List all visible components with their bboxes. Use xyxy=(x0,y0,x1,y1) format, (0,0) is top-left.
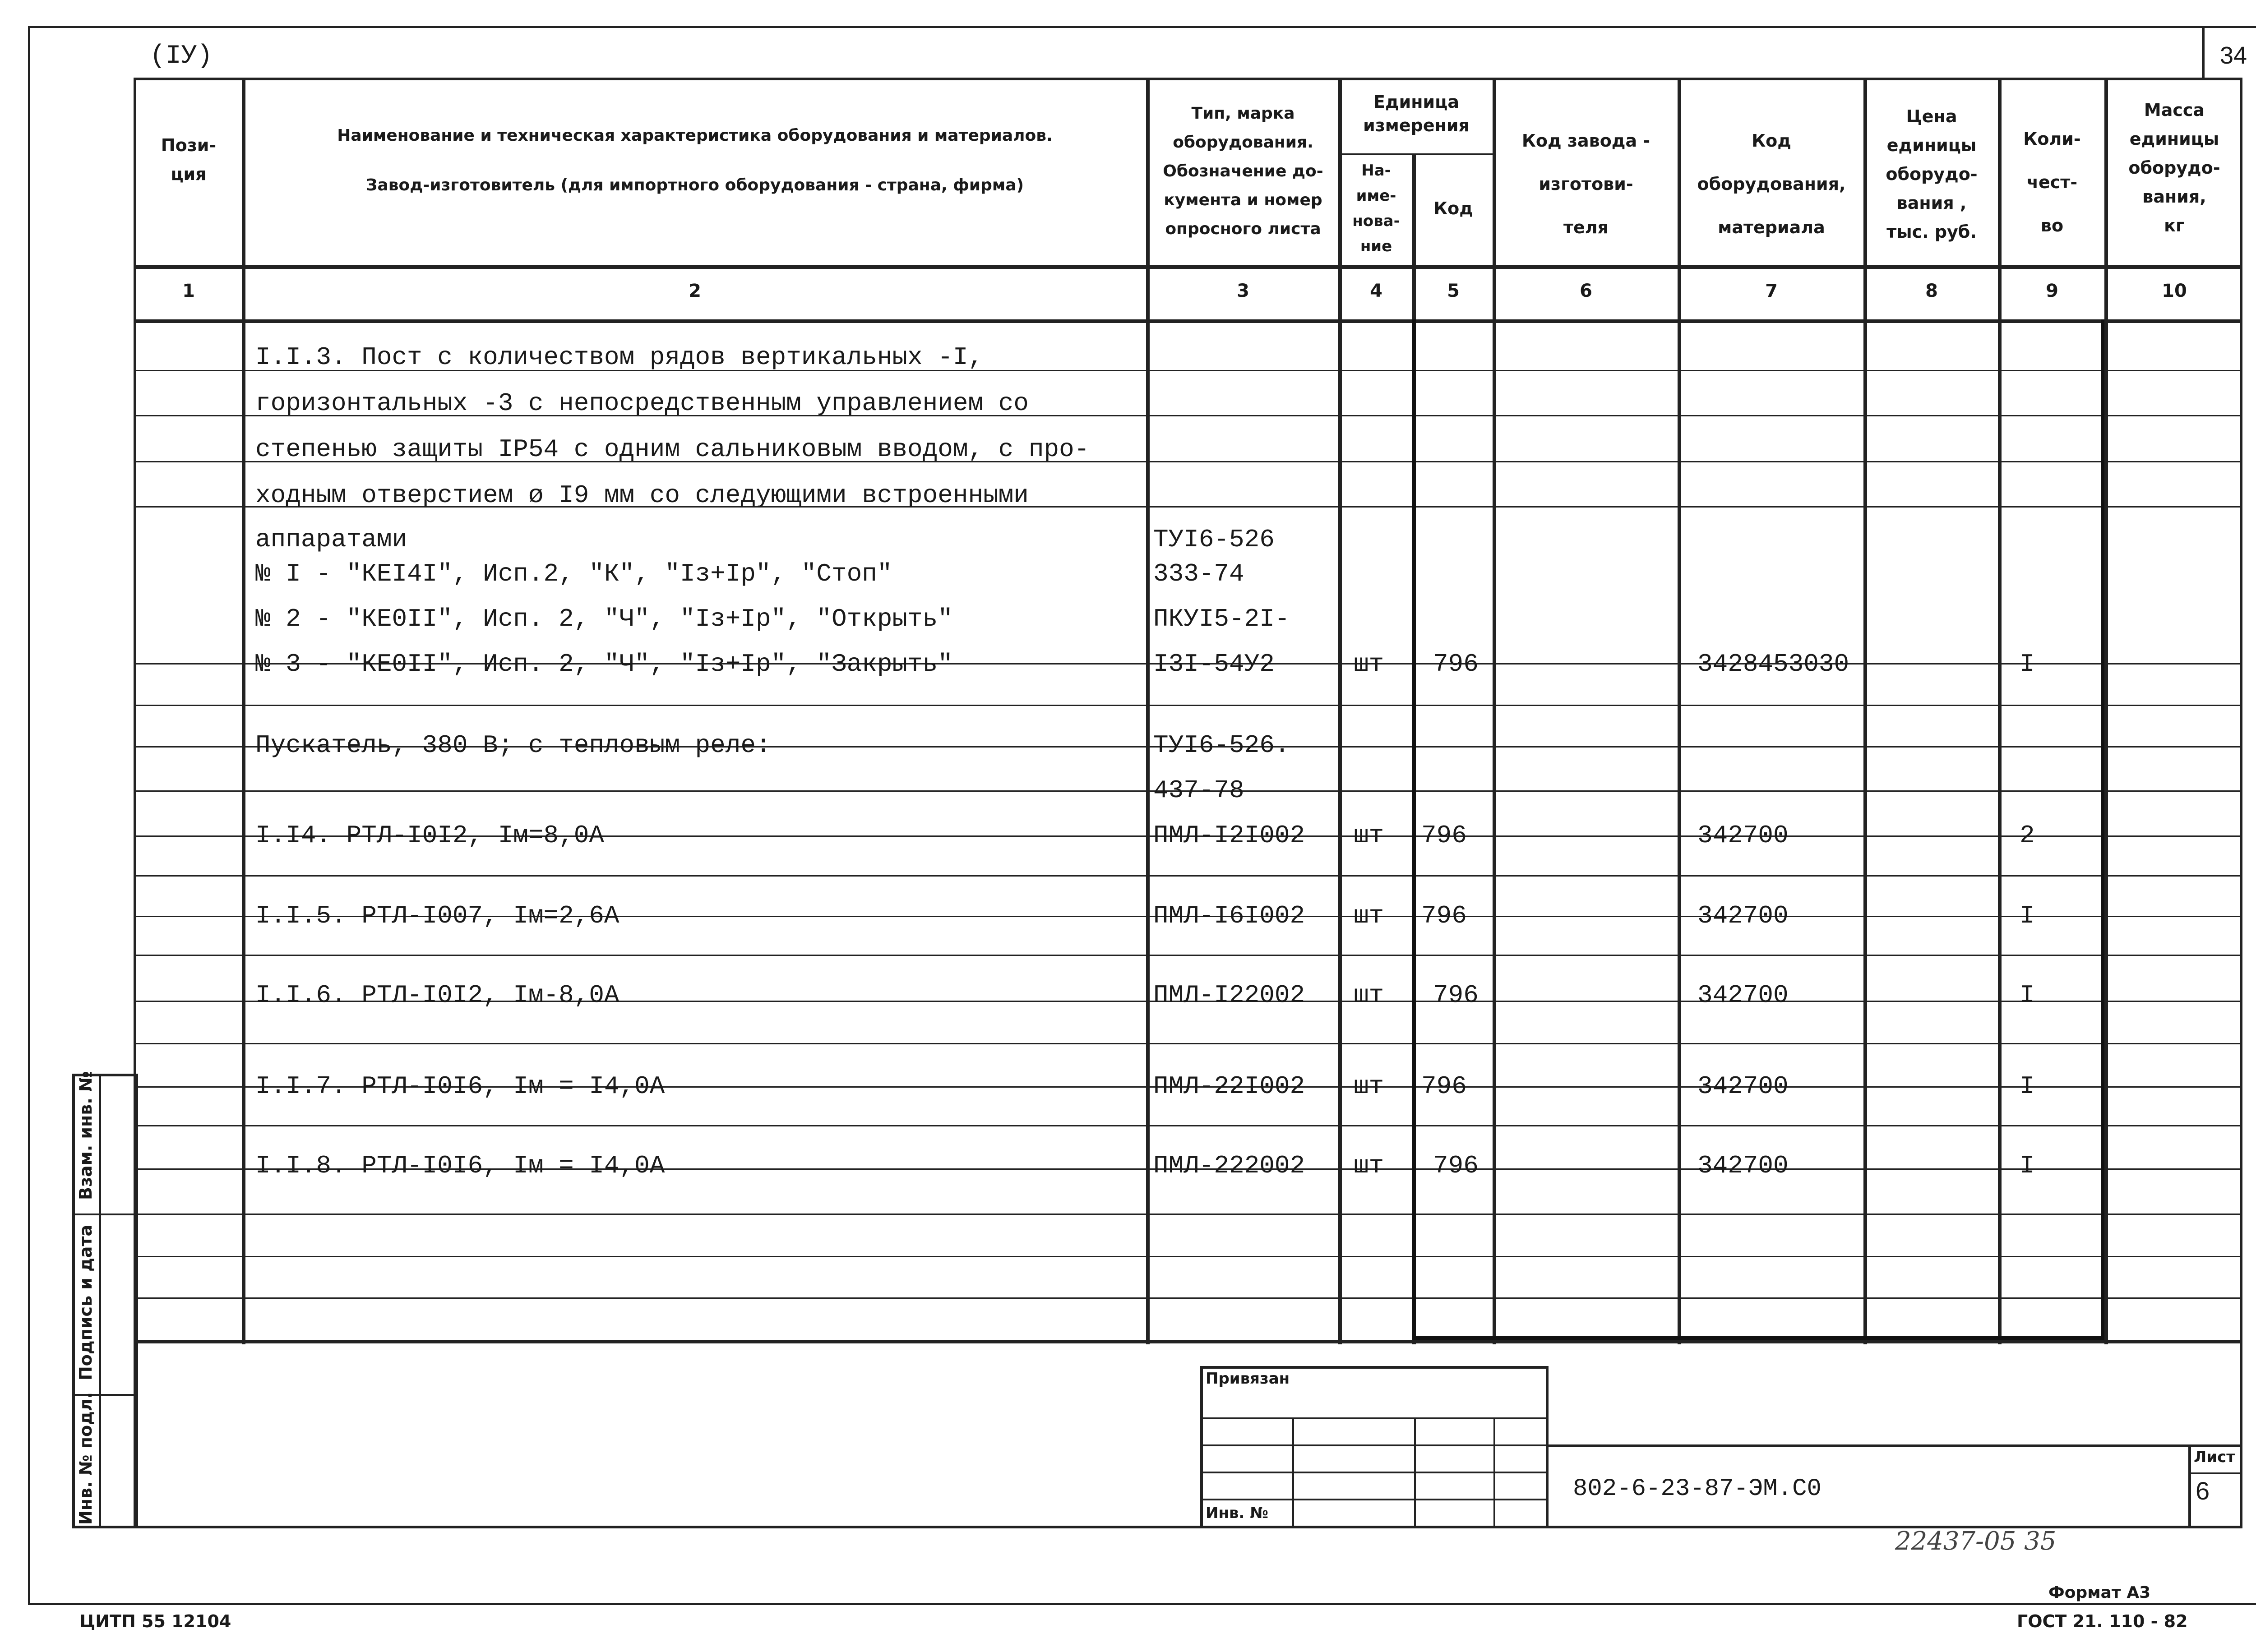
sheet-mark: (IУ) xyxy=(150,42,213,71)
cell-text: I.I.7. РТЛ-I0I6, Iм = I4,0А xyxy=(255,1072,665,1101)
cell-qty: I xyxy=(2020,1072,2035,1101)
cell-mat: 342700 xyxy=(1697,901,1789,930)
cell-doc: ПМЛ-I6I002 xyxy=(1153,901,1305,930)
cell-text: степенью защиты IP54 с одним сальниковым вводом, с про- xyxy=(255,435,1090,464)
cell-doc: ТУI6-526 xyxy=(1153,525,1275,554)
cell-text: I.I.5. РТЛ-I007, Iм=2,6А xyxy=(255,901,619,930)
handwritten-number: 22437-05 35 xyxy=(1895,1527,2057,1556)
sheet-number: 6 xyxy=(2196,1477,2210,1505)
sheet-cell-left xyxy=(2188,1444,2191,1528)
cell-mat: 342700 xyxy=(1697,1151,1789,1180)
format-label: Формат А3 xyxy=(2048,1583,2151,1602)
col-number-8: 8 xyxy=(1925,281,1938,301)
table-header-bottom xyxy=(134,265,2242,269)
header-unit-name: На- име- нова- ние xyxy=(1352,162,1400,255)
cell-text: I.I.6. РТЛ-I0I2, Iм-8,0А xyxy=(255,981,619,1010)
stamp-vline-1 xyxy=(1292,1417,1294,1528)
cell-unit: шт xyxy=(1354,1151,1384,1180)
cell-doc: ПКУI5-2I- xyxy=(1153,605,1290,633)
header-factory-code: Код завода - изготови- теля xyxy=(1521,131,1650,237)
cell-doc: ПМЛ-I22002 xyxy=(1153,981,1305,1010)
cell-text: горизонтальных -3 с непосредственным управлением со xyxy=(255,389,1029,418)
col-number-7: 7 xyxy=(1765,281,1778,301)
side-label-inv-podl: Инв. № подл. xyxy=(76,1392,96,1525)
cell-code: 796 xyxy=(1433,1151,1479,1180)
stamp-inv-label: Инв. № xyxy=(1206,1504,1269,1522)
header-material-code: Код оборудования, материала xyxy=(1697,131,1846,237)
cell-doc: I3I-54У2 xyxy=(1153,650,1275,678)
col-number-2: 2 xyxy=(689,281,701,301)
stamp-vline-2 xyxy=(1414,1417,1416,1528)
stamp-vline-3 xyxy=(1493,1417,1495,1528)
cell-qty: I xyxy=(2020,1151,2035,1180)
cell-code: 796 xyxy=(1421,901,1467,930)
header-price: Цена единицы оборудо- вания , тыс. руб. xyxy=(1886,106,1978,242)
cell-qty: I xyxy=(2020,981,2035,1010)
cell-mat: 342700 xyxy=(1697,821,1789,850)
cell-text: Пускатель, 380 В; с тепловым реле: xyxy=(255,731,771,760)
cell-code: 796 xyxy=(1421,821,1467,850)
header-name-a: Наименование и техническая характеристика оборудования и материалов. xyxy=(337,126,1053,145)
cell-unit: шт xyxy=(1354,901,1384,930)
cell-text: I.I.8. РТЛ-I0I6, Iм = I4,0А xyxy=(255,1151,665,1180)
cell-unit: шт xyxy=(1354,1072,1384,1101)
cell-text: № 3 - "КЕ0II", Исп. 2, "Ч", "Iз+Iр", "Закрыть" xyxy=(255,650,953,678)
col-number-9: 9 xyxy=(2046,281,2058,301)
cell-qty: 2 xyxy=(2020,821,2035,850)
cell-text: № I - "КЕI4I", Исп.2, "К", "Iз+Iр", "Стоп" xyxy=(255,559,892,588)
header-quantity: Коли- чест- во xyxy=(2023,129,2081,235)
page-number: 34 xyxy=(2220,42,2247,69)
title-block-top xyxy=(1549,1444,2242,1447)
sheet-cell-split xyxy=(2188,1472,2242,1474)
cell-code: 796 xyxy=(1421,1072,1467,1101)
col-number-10: 10 xyxy=(2162,281,2187,301)
col-number-5: 5 xyxy=(1447,281,1460,301)
col-number-6: 6 xyxy=(1580,281,1592,301)
cell-doc: ПМЛ-22I002 xyxy=(1153,1072,1305,1101)
cell-doc: ТУI6-526. xyxy=(1153,731,1290,760)
table-bottom xyxy=(134,1340,2242,1343)
stamp-line-1 xyxy=(1200,1417,1549,1419)
stamp-bound-label: Привязан xyxy=(1206,1370,1290,1388)
cell-unit: шт xyxy=(1354,981,1384,1010)
col-line-3 xyxy=(1338,78,1342,1344)
header-unit: Единица измерения xyxy=(1363,92,1470,135)
header-mass: Масса единицы оборудо- вания, кг xyxy=(2128,100,2220,235)
col-number-4: 4 xyxy=(1370,281,1382,301)
cell-qty: I xyxy=(2020,650,2035,678)
footer-left-code: ЦИТП 55 12104 xyxy=(79,1611,231,1631)
col-line-2 xyxy=(1146,78,1150,1344)
footer-standard: ГОСТ 21. 110 - 82 xyxy=(2017,1611,2188,1631)
cell-unit: шт xyxy=(1354,821,1384,850)
side-label-podpis: Подпись и дата xyxy=(76,1224,96,1380)
cell-text: аппаратами xyxy=(255,525,407,554)
side-strip-divider xyxy=(99,1074,101,1528)
sheet-label: Лист xyxy=(2194,1448,2235,1466)
cell-text: ходным отверстием ø I9 мм со следующими встроенными xyxy=(255,481,1029,510)
side-strip-sep-1 xyxy=(72,1214,135,1215)
cell-doc: ПМЛ-I2I002 xyxy=(1153,821,1305,850)
header-name-b: Завод-изготовитель (для импортного оборудования - страна, фирма) xyxy=(365,176,1024,194)
cell-mat: 342700 xyxy=(1697,981,1789,1010)
stamp-line-4 xyxy=(1200,1499,1549,1500)
stamp-line-3 xyxy=(1200,1472,1549,1473)
header-position: Пози- ция xyxy=(161,135,217,184)
cell-qty: I xyxy=(2020,901,2035,930)
col-line-1 xyxy=(242,78,245,1344)
cell-text: I.I.3. Пост с количеством рядов вертикальных -I, xyxy=(255,343,984,372)
stamp-line-2 xyxy=(1200,1444,1549,1446)
cell-doc: 437-78 xyxy=(1153,776,1244,805)
cell-mat: 3428453030 xyxy=(1697,650,1849,678)
header-type: Тип, марка оборудования. Обозначение до- кумента и номер опросного листа xyxy=(1163,104,1323,238)
cell-text: № 2 - "КЕ0II", Исп. 2, "Ч", "Iз+Iр", "Открыть" xyxy=(255,605,953,633)
header-unit-code: Код xyxy=(1433,198,1473,218)
cell-doc: ПМЛ-222002 xyxy=(1153,1151,1305,1180)
col-number-1: 1 xyxy=(182,281,195,301)
col-number-3: 3 xyxy=(1237,281,1249,301)
cell-mat: 342700 xyxy=(1697,1072,1789,1101)
document-code: 802-6-23-87-ЭМ.С0 xyxy=(1573,1475,1821,1503)
cell-code: 796 xyxy=(1433,650,1479,678)
cell-code: 796 xyxy=(1433,981,1479,1010)
page-number-box xyxy=(2202,28,2205,78)
cell-doc: 333-74 xyxy=(1153,559,1244,588)
col-line-9 xyxy=(2104,78,2108,1344)
cell-text: I.I4. РТЛ-I0I2, Iм=8,0А xyxy=(255,821,604,850)
side-label-vzam: Взам. инв. № xyxy=(76,1071,96,1200)
cell-unit: шт xyxy=(1354,650,1384,678)
